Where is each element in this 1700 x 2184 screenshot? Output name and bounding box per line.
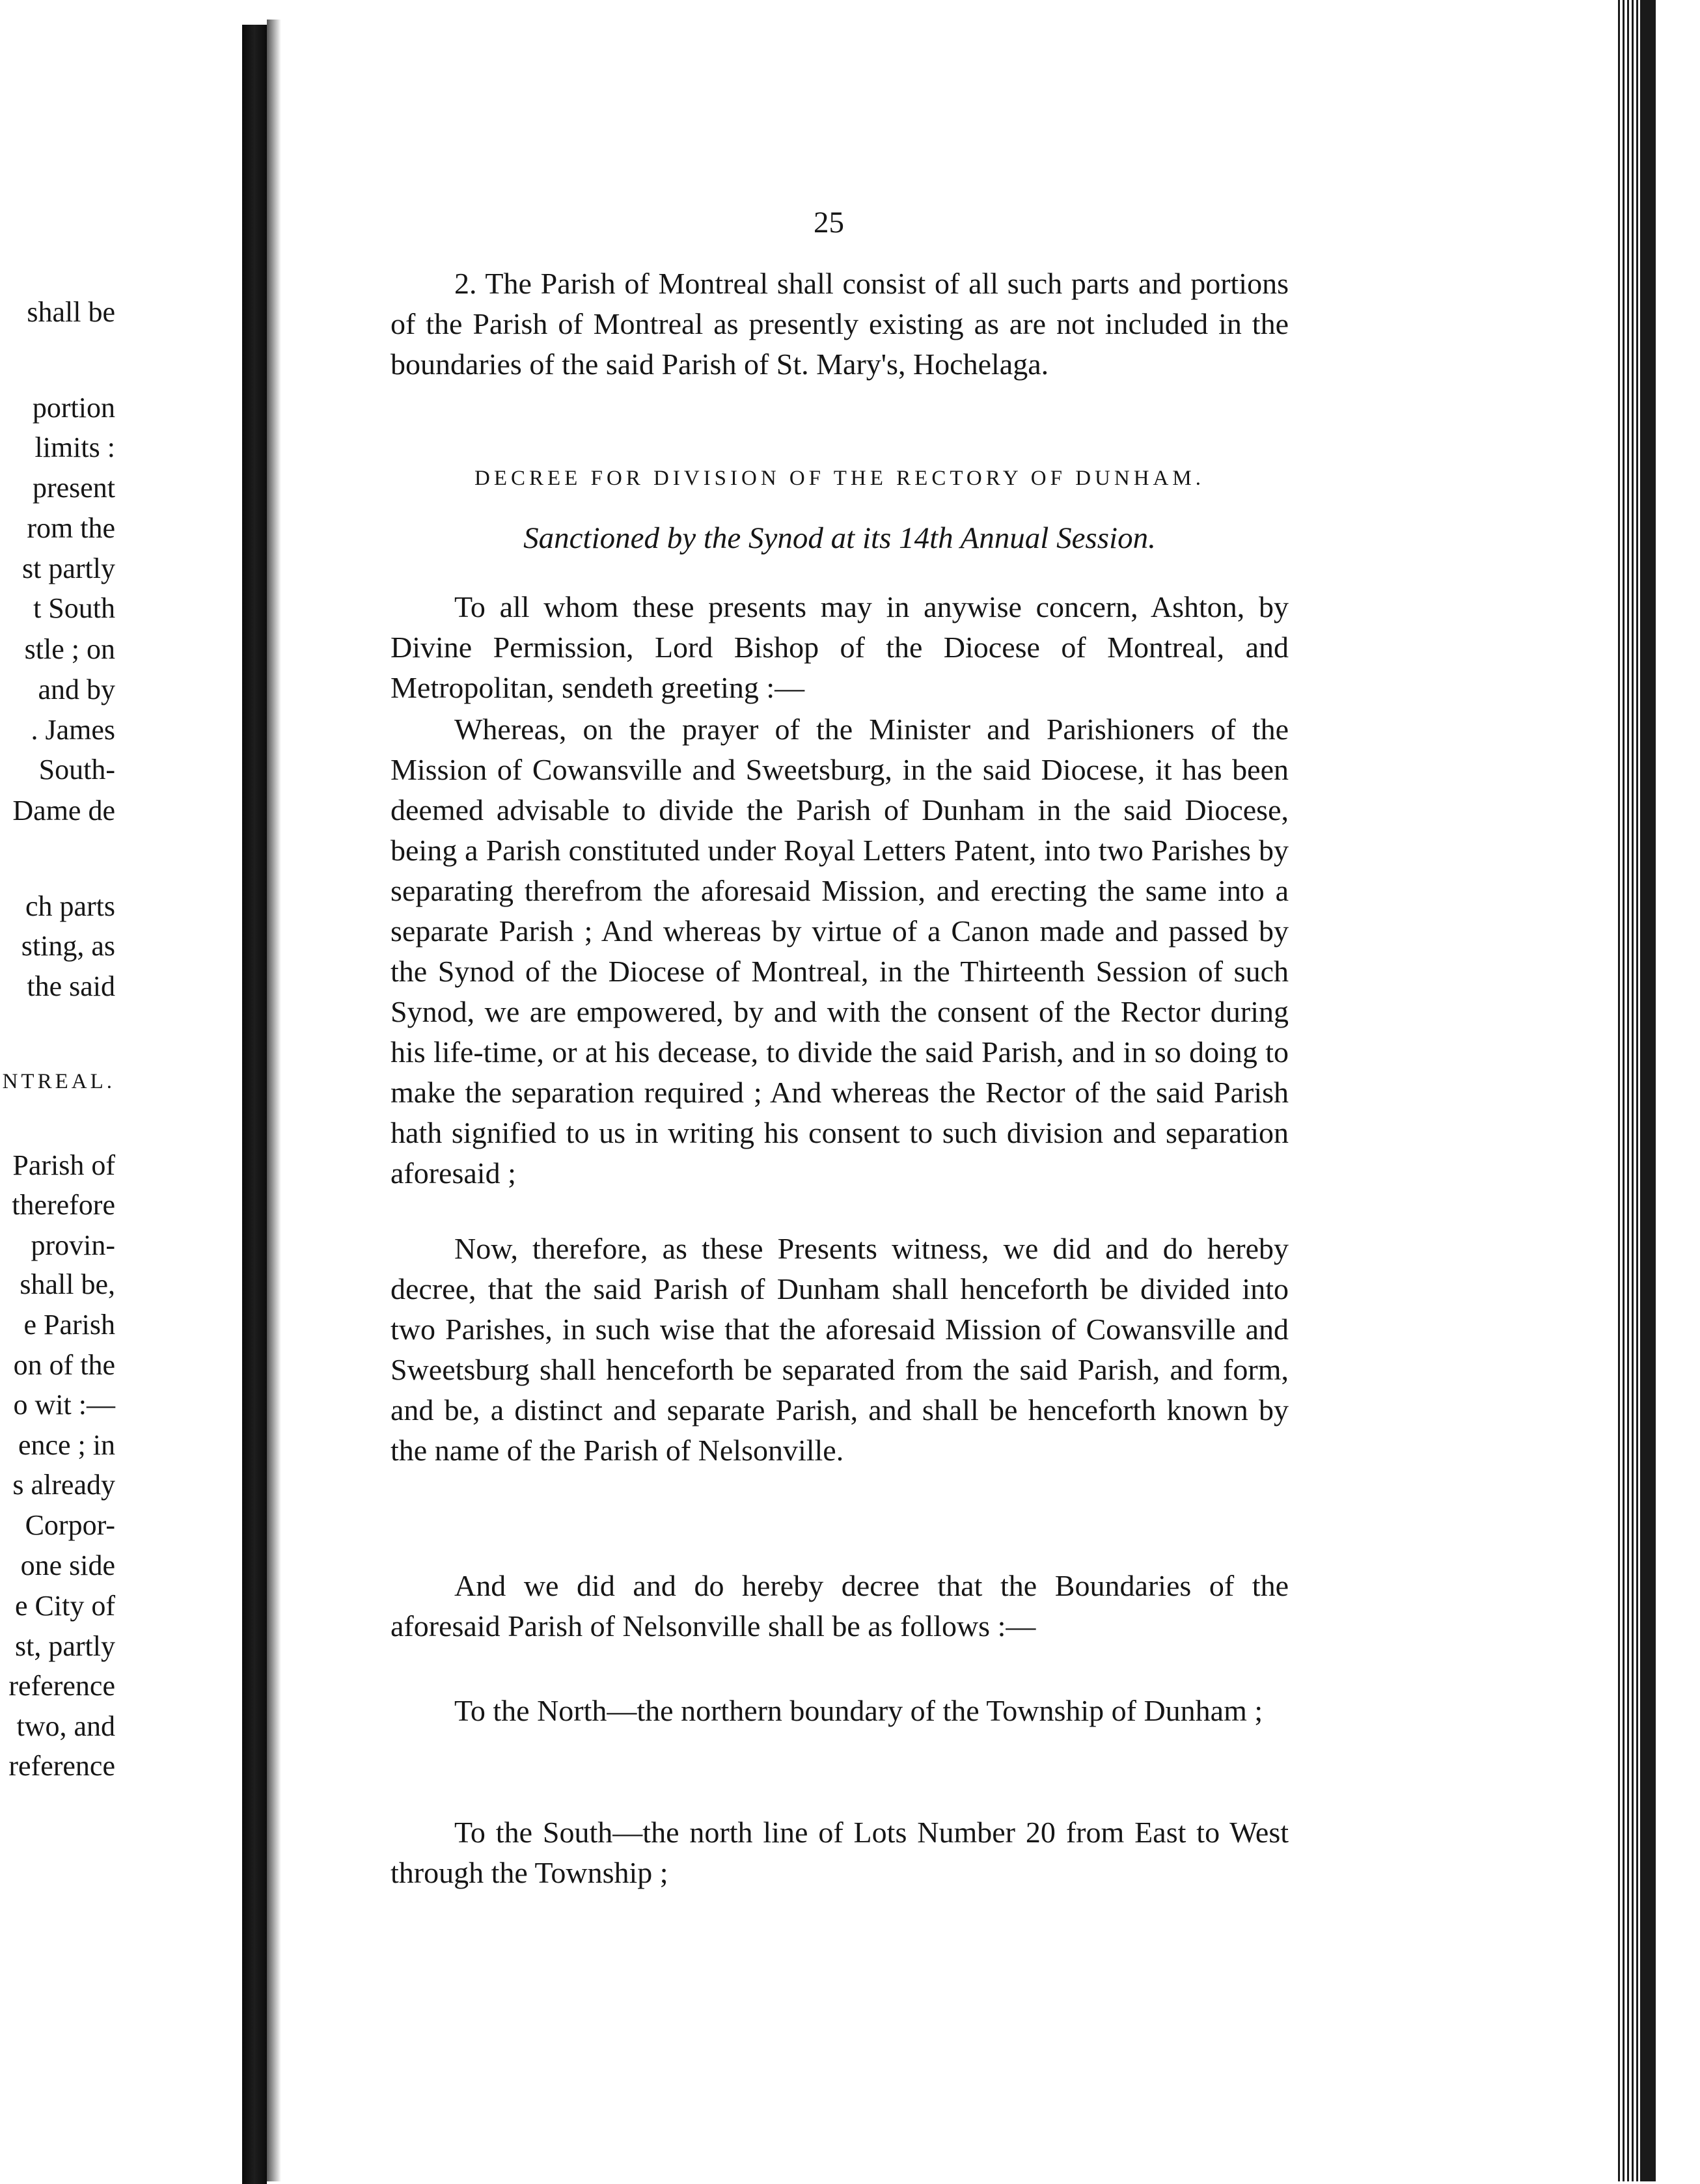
facing-page-line: e City of: [15, 1590, 115, 1622]
page-edge-shadow: [1640, 0, 1656, 2181]
facing-page-line: and by: [38, 674, 115, 705]
facing-page-line: limits :: [34, 431, 115, 463]
facing-page-line: reference: [8, 1750, 115, 1782]
gutter-shadow: [267, 20, 281, 2181]
facing-page-line: NTREAL.: [2, 1070, 115, 1093]
facing-page-line: o wit :—: [13, 1389, 115, 1421]
facing-page-line: rom the: [27, 512, 115, 544]
facing-page-line: present: [32, 472, 115, 504]
paragraph-north-boundary: To the North—the northern boundary of the Township of Dunham ;: [454, 1694, 1263, 1727]
paragraph-whereas: Whereas, on the prayer of the Minister and Parishioners of the Mission of Cowansville and Sweetsburg, in the said Diocese, it has been deemed advisable to divide the Parish of Dunham in the said Diocese, being a Parish constituted under Royal Letters Patent, into two Parishes by separating therefrom the aforesaid Mission, and erecting the same into a separate Parish ; And whereas by virtue of a Canon made and passed by the Synod of the Diocese of Montreal, in the Thirteenth Session of such Synod, we are empowered, by and with the consent of the Rector during his life-time, or at his decease, to divide the said Parish, and in so doing to make the separation required ; And whereas the Rector of the said Parish hath signified to us in writing his consent to such division and separation aforesaid ;: [391, 713, 1289, 1190]
facing-page-line: stle ; on: [24, 633, 115, 665]
facing-page-line: . James: [31, 714, 115, 746]
page-number: 25: [814, 206, 844, 239]
page-edge: [1615, 0, 1640, 2181]
facing-page-line: reference: [8, 1670, 115, 1702]
facing-page-line: therefore: [12, 1189, 115, 1221]
facing-page-line: provin-: [31, 1229, 115, 1261]
book-gutter: [242, 25, 267, 2184]
facing-page-line: portion: [32, 392, 115, 424]
facing-page-line: shall be,: [20, 1268, 115, 1300]
facing-page-line: ch parts: [25, 890, 115, 922]
facing-page-line: one side: [20, 1549, 115, 1581]
facing-page-line: t South: [33, 592, 115, 624]
paragraph-parish-of-montreal: 2. The Parish of Montreal shall consist of all such parts and portions of the Parish of Montreal as presently existing as are not included in the boundaries of the said Parish of St. Mary's, Hochelaga.: [391, 267, 1289, 381]
decree-subheading: Sanctioned by the Synod at its 14th Annual Session.: [523, 521, 1156, 555]
facing-page-line: South-: [38, 754, 115, 785]
decree-heading: DECREE FOR DIVISION OF THE RECTORY OF DUNHAM.: [474, 467, 1205, 490]
paragraph-now-therefore: Now, therefore, as these Presents witness, we did and do hereby decree, that the said Parish of Dunham shall henceforth be divided into two Parishes, in such wise that the aforesaid Mission of Cowansville and Sweetsburg shall henceforth be separated from the said Parish, and form, and be, a distinct and separate Parish, and shall be henceforth known by the name of the Parish of Nelsonville.: [391, 1232, 1289, 1467]
paragraph-greeting: To all whom these presents may in anywise concern, Ashton, by Divine Permission, Lord Bishop of the Diocese of Montreal, and Metropolitan, sendeth greeting :—: [391, 590, 1289, 704]
facing-page-line: the said: [27, 970, 115, 1002]
facing-page-line: Dame de: [12, 795, 115, 826]
facing-page-line: ence ; in: [18, 1429, 115, 1461]
facing-page-line: st, partly: [15, 1630, 115, 1662]
paragraph-boundaries: And we did and do hereby decree that the Boundaries of the aforesaid Parish of Nelsonville shall be as follows :—: [391, 1569, 1289, 1643]
facing-page-line: e Parish: [23, 1309, 115, 1341]
facing-page-line: on of the: [13, 1349, 115, 1381]
facing-page-line: shall be: [27, 296, 115, 328]
paragraph-south-boundary: To the South—the north line of Lots Number 20 from East to West through the Township ;: [391, 1816, 1289, 1889]
facing-page-fragment: [0, 0, 242, 2181]
facing-page-line: s already: [12, 1469, 115, 1501]
facing-page-line: Parish of: [12, 1149, 115, 1181]
facing-page-line: Corpor-: [25, 1509, 115, 1541]
facing-page-line: sting, as: [21, 930, 115, 962]
facing-page-line: two, and: [16, 1710, 115, 1742]
facing-page-line: st partly: [22, 553, 115, 584]
